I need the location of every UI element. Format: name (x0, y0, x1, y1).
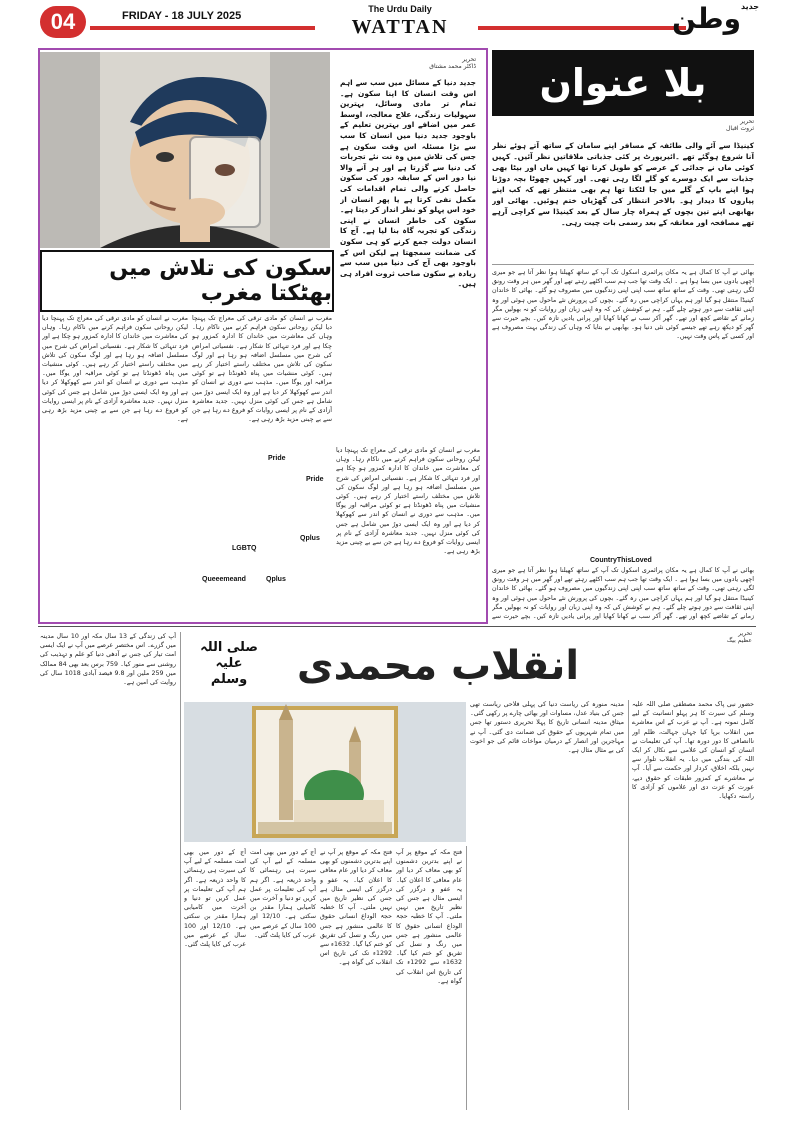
article-inqilab-col1: حضور نبی پاک محمد مصطفی صلی اللہ علیہ وسلم کی سیرت کا ہر پہلو انسانیت کے لیے کامل نمونہ ہے۔ آپ نے عرب کے اس معاشرے میں انقلاب برپا کیا جہاں جہالت، ظلم اور ناانصافی کا دور دورہ تھا۔ آپ کی تعلیمات نے انسان کو انسان کی غلامی سے نکال کر ایک اللہ کی بندگی میں دیا۔ یہ انقلاب تلوار سے نہیں بلکہ اخلاق، کردار اور حکمت سے آیا۔ آپ نے معاشرے کے کمزور طبقات کو حقوق دیے، عورت کو عزت دی اور غلاموں کو آزادی کا راستہ دکھایا۔ (632, 701, 754, 801)
mosque-art (184, 702, 466, 842)
section-divider (38, 626, 756, 627)
article-inqilab-col5: آپ کی زندگی کے 13 سال مکہ اور 10 سال مدینہ میں گزرے۔ اس مختصر عرصے میں آپ نے ایک ایسی امت تیار کی جس نے آدھی دنیا کو علم و تہذیب کی روشنی سے منور کیا۔ 759 برس بعد بھی 84 ممالک میں 259 ملین اور 9.8 فیصد آبادی 1018 سال کی روایت کی امین ہے۔ (40, 633, 176, 687)
salutation-line2: علیہ وسلم (210, 656, 248, 687)
column-rule-1 (628, 700, 629, 1110)
article-body-bila-unwan-2: بھائی نے آپ کا کمال ہے یہ مکان پرائمری اسکول تک آپ کے ساتھ کھیلنا ہوا نظر آتا ہے جو میری اچھی یادوں میں بسا ہوا ہے ۔ ایک وقت تھا جب ہم سب اکٹھے رہتے تھے اور گھر میں ہر وقت رونق لگی رہتی تھی۔ وقت کے ساتھ ساتھ سب اپنی اپنی زندگیوں میں مصروف ہو گئے۔ بھائی کا خاندان کینیڈا منتقل ہو گیا اور ہم یہاں کراچی میں رہ گئے۔ بچوں کی پرورش نئے ماحول میں ہوئی اور وہ اپنی ثقافت سے دور ہوتے چلے گئے۔ ہم نے کوشش کی کہ وہ اپنی زبان اور روایات کو نہ بھولیں مگر زمانے کے تقاضے کچھ اور تھے۔ گھر آکر سب نے کھانا کھایا اور پرانی یادیں تازہ کیں۔ بچے حیرت سے (492, 567, 754, 620)
article-body-bila-unwan-1: بھائی نے آپ کا کمال ہے یہ مکان پرائمری اسکول تک آپ کے ساتھ کھیلنا ہوا نظر آتا ہے جو میری اچھی یادوں میں بسا ہوا ہے ۔ ایک وقت تھا جب ہم سب اکٹھے رہتے تھے اور گھر میں ہر وقت رونق لگی رہتی تھی۔ وقت کے ساتھ ساتھ سب اپنی اپنی زندگیوں میں مصروف ہو گئے۔ بھائی کا خاندان کینیڈا منتقل ہو گیا اور ہم یہاں کراچی میں رہ گئے۔ بچوں کی پرورش نئے ماحول میں ہوئی اور وہ اپنی ثقافت سے دور ہوتے چلے گئے۔ ہم نے کوشش کی کہ وہ اپنی زبان اور روایات کو نہ بھولیں مگر زمانے کے تقاضے کچھ اور تھے۔ گھر آکر سب نے کھانا کھایا اور پرانی یادیں تازہ کیں۔ بچے حیرت سے گھر کو دیکھ رہے تھے جیسے کوئی نئی دنیا ہو۔ بھابھی نے بتایا کہ وہاں کی زندگی بہت مصروف ہے اور کسی کے پاس وقت نہیں۔ (492, 269, 754, 341)
masthead-title: WATTAN (351, 16, 449, 38)
article-lead-bila-unwan: کینیڈا سے آئے والی طائفہ کے مسافر اپنے سامان کے ساتھ آتے ہوئے نظر آنا شروع ہوگئے تھے ۔ائیرپورٹ پر کئی جذباتی ملاقاتیں نظر آئیں۔ کہیں کوئی ماں نے جدائی کے عرصے کو طویل کرنا تھا کہیں ماں اور بیٹا بھی جذبات سے ایک دوسرے کو گلے لگا رہی تھی۔ اور کہیں چھوٹا بچہ دوڑتا ہوا اپنے باپ کے گلے میں جا لٹکتا تھا ہم بھی منتظر تھے کہ کب اپنے پیاروں کا دیدار ہو۔ بالاخر انتظار کی گھڑیاں ختم ہوئیں۔ بھائی اور بھابھی اپنے تین بچوں کے ہمراہ چار سال کے بعد کینیڈا سے کراچی آرہے تھے مصافحہ اور معانقہ کے بعد رسمی بات چیت رہی۔ (492, 141, 754, 227)
keyword-qplus-2: Qplus (266, 576, 286, 583)
header-rule-left (90, 26, 315, 30)
divider-bila-unwan (492, 264, 754, 265)
article-lead-sakoon: جدید دنیا کے مسائل میں سب سے اہم اس وقت انسان کا اپنا سکون ہے۔ تمام تر مادی وسائل، بہترین سہولیات زندگی، علاج معالجہ، اوسط عمر میں اضافے اور بہترین تعلیم کے باوجود جدید دنیا میں انسان کا سب سے بڑا مسئلہ اس وقت سکون ہے جس کی تلاش میں وہ نت نئے تجربات کی دنیا سے گزرتا ہے اور ہر آنے والا نیا دور اس کے سابقہ دور کی سکون حاصل کرنے والی تمام اقدامات کی مکمل نفی کرتا ہے یا پھر انسان از خود اس پہلو کو نظر انداز کر دیتا ہے۔ سکون کی خاطر انسان نے اپنی زندگی کو تجربہ گاہ بنا لیا ہے۔ آج کا انسان دولت جمع کرنے کو ہی سکون کی ضمانت سمجھتا ہے لیکن اس کے باوجود بھی آج کی دنیا میں سب سے زیادہ بے سکون صاحب ثروت افراد ہی ہیں۔ (340, 78, 476, 289)
salutation-calligraphy (196, 640, 262, 688)
article-title-inqilab: انقلاب محمدی (296, 643, 580, 689)
paper-tagline: The Urdu Daily (368, 4, 432, 14)
article-inqilab-col4b: آج کے دور میں بھی امت مسلمہ کے لیے آپ کی سیرت ہی رہنمائی کا واحد ذریعہ ہے۔ اگر ہم آپ کی تعلیمات پر عمل کریں تو دنیا و آخرت میں کامیابی ہمارا مقدر بن سکتی ہے۔ 12/10 اور 100 سال کے عرصے میں عرب کی کایا پلٹ گئی۔ (184, 849, 246, 949)
article-inqilab-col4: آج کے دور میں بھی امت مسلمہ کے لیے آپ کی سیرت ہی رہنمائی کا واحد ذریعہ ہے۔ اگر ہم آپ کی تعلیمات پر عمل کریں تو دنیا و آخرت میں کامیابی ہمارا مقدر بن سکتی ہے۔ 12/10 اور 100 سال کے عرصے میں عرب کی کایا پلٹ گئی۔ (250, 849, 316, 939)
article-byline-bila-unwan: تحریر ثروت اقبال (726, 118, 754, 132)
article-inqilab-col2: مدینہ منورہ کی ریاست دنیا کی پہلی فلاحی ریاست تھی جس کی بنیاد عدل، مساوات اور بھائی چارے پر رکھی گئی۔ میثاق مدینہ انسانی تاریخ کا پہلا تحریری دستور تھا جس میں تمام شہریوں کے حقوق کی ضمانت دی گئی۔ آپ نے مہاجرین اور انصار کے درمیان مواخات قائم کی جو اخوت کی بے مثال مثال ہے۔ (470, 701, 624, 755)
salutation-line1: صلی اللہ (200, 640, 258, 655)
keyword-pride-1: Pride (268, 455, 286, 462)
article-inqilab-col3b: فتح مکہ کے موقع پر آپ نے اپنے بدترین دشمنوں کو بھی معاف کر دیا اور عام معافی کا اعلان کیا۔ یہ عفو و درگزر کی ایسی مثال ہے جس کی نظیر تاریخ میں نہیں ملتی۔ آپ کا خطبہ حجۃ الوداع انسانی حقوق کا عالمی منشور ہے جس میں رنگ و نسل کی تفریق کو ختم کیا گیا۔ 1632ء سے 1292ء تک کی تاریخ اس انقلاب کی گواہ ہے۔ (320, 849, 392, 967)
keyword-pride-2: Pride (306, 476, 324, 483)
keyword-lgbtq: LGBTQ (232, 545, 257, 552)
article-title-sakoon: سکون کی تلاش میں بھٹکتا مغرب (40, 250, 334, 312)
article-inqilab-col3: فتح مکہ کے موقع پر آپ نے اپنے بدترین دشمنوں کو بھی معاف کر دیا اور عام معافی کا اعلان کیا۔ یہ عفو و درگزر کی ایسی مثال ہے جس کی نظیر تاریخ میں نہیں ملتی۔ آپ کا خطبہ حجۃ الوداع انسانی حقوق کا عالمی منشور ہے جس میں رنگ و نسل کی تفریق کو ختم کیا گیا۔ 1632ء سے 1292ء تک کی تاریخ اس انقلاب کی گواہ ہے۔ (396, 849, 462, 985)
article-body-sakoon-col3: مغرب نے انسان کو مادی ترقی کی معراج تک پہنچا دیا لیکن روحانی سکون فراہم کرنے میں ناکام رہا۔ وہاں کی معاشرت میں خاندان کا ادارہ کمزور ہو چکا ہے اور فرد تنہائی کا شکار ہے۔ نفسیاتی امراض کی شرح میں مسلسل اضافہ ہو رہا ہے اور لوگ سکون کی تلاش میں مختلف راستے اختیار کر رہے ہیں۔ کوئی منشیات میں پناہ ڈھونڈتا ہے تو کوئی مراقبہ اور یوگا میں۔ مذہب سے دوری نے انسان کو اندر سے کھوکھلا کر دیا ہے اور وہ ایک ایسی دوڑ میں شامل ہے جس کی کوئی منزل نہیں۔ جدید معاشرہ آزادی کے نام پر ایسی روایات کو فروغ دے رہا ہے جن سے بے چینی مزید بڑھ رہی ہے۔ (42, 315, 188, 424)
urdu-logo-text: وطن (672, 2, 741, 35)
article-title-bila-unwan: بلا عنوان (492, 50, 754, 116)
issue-date: FRIDAY - 18 JULY 2025 (122, 10, 242, 22)
column-rule-3 (180, 632, 181, 1110)
article-body-sakoon-col2: مغرب نے انسان کو مادی ترقی کی معراج تک پہنچا دیا لیکن روحانی سکون فراہم کرنے میں ناکام رہا۔ وہاں کی معاشرت میں خاندان کا ادارہ کمزور ہو چکا ہے اور فرد تنہائی کا شکار ہے۔ نفسیاتی امراض کی شرح میں مسلسل اضافہ ہو رہا ہے اور لوگ سکون کی تلاش میں مختلف راستے اختیار کر رہے ہیں۔ کوئی منشیات میں پناہ ڈھونڈتا ہے تو کوئی مراقبہ اور یوگا میں۔ مذہب سے دوری نے انسان کو اندر سے کھوکھلا کر دیا ہے اور وہ ایک ایسی دوڑ میں شامل ہے جس کی کوئی منزل نہیں۔ جدید معاشرہ آزادی کے نام پر ایسی روایات کو فروغ دے رہا ہے جن سے بے چینی مزید بڑھ رہی ہے۔ (192, 315, 332, 424)
keyword-queeemeand: Queeemeand (202, 576, 246, 583)
keyword-qplus-1: Qplus (300, 535, 320, 542)
urdu-logo (672, 2, 759, 35)
article-byline-inqilab: تحریر عظیم بیگ (726, 630, 752, 644)
page-number-badge: 04 (40, 6, 86, 38)
article-byline-sakoon: تحریر ڈاکٹر محمد مشتاق (429, 56, 476, 70)
keyword-country: CountryThisLoved (590, 557, 652, 564)
urdu-logo-sub: جدید (740, 2, 759, 11)
header-rule-right (478, 26, 686, 30)
column-rule-2 (466, 846, 467, 1110)
mosque-image (184, 702, 466, 842)
article-body-sakoon-col1: مغرب نے انسان کو مادی ترقی کی معراج تک پہنچا دیا لیکن روحانی سکون فراہم کرنے میں ناکام رہا۔ وہاں کی معاشرت میں خاندان کا ادارہ کمزور ہو چکا ہے اور فرد تنہائی کا شکار ہے۔ نفسیاتی امراض کی شرح میں مسلسل اضافہ ہو رہا ہے اور لوگ سکون کی تلاش میں مختلف راستے اختیار کر رہے ہیں۔ کوئی منشیات میں پناہ ڈھونڈتا ہے تو کوئی مراقبہ اور یوگا میں۔ مذہب سے دوری نے انسان کو اندر سے کھوکھلا کر دیا ہے اور وہ ایک ایسی دوڑ میں شامل ہے جس کی کوئی منزل نہیں۔ جدید معاشرہ آزادی کے نام پر ایسی روایات کو فروغ دے رہا ہے جن سے بے چینی مزید بڑھ رہی ہے۔ (336, 447, 480, 556)
